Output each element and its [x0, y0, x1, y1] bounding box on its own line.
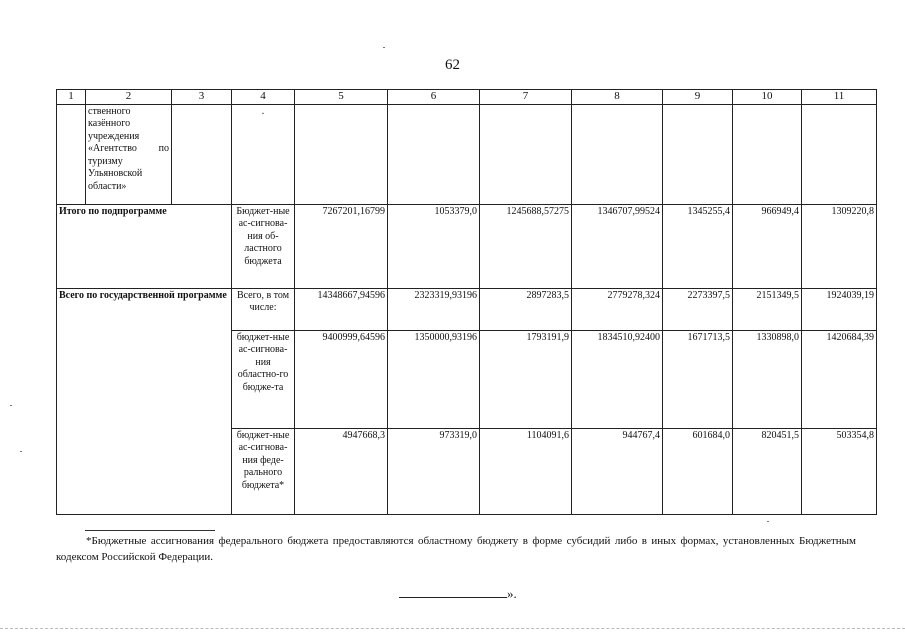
column-number: 10 — [733, 90, 802, 105]
table-cell — [802, 104, 877, 204]
column-number: 6 — [388, 90, 480, 105]
amount-cell: 1309220,8 — [802, 204, 877, 288]
column-number: 8 — [572, 90, 663, 105]
column-number: 9 — [663, 90, 733, 105]
continued-agency-row — [57, 104, 877, 204]
amount-cell: 1330898,0 — [733, 330, 802, 428]
program-total-label: Всего по государственной программе — [57, 288, 232, 514]
column-number-row — [57, 90, 877, 105]
footnote-separator — [85, 530, 215, 531]
amount-cell: 1834510,92400 — [572, 330, 663, 428]
table-cell — [172, 104, 232, 204]
scan-speck — [10, 405, 12, 406]
amount-cell: 1053379,0 — [388, 204, 480, 288]
funding-source: бюджет-ные ас-сигнова-ния областно-го бюдже-та — [232, 330, 295, 428]
subprogram-total-label: Итого по подпрограмме — [57, 204, 232, 288]
funding-source: Бюджет-ные ас-сигнова-ния об-ластного бюджета — [232, 204, 295, 288]
amount-cell: 2151349,5 — [733, 288, 802, 330]
amount-cell: 944767,4 — [572, 428, 663, 514]
col4-mark: . — [261, 105, 265, 117]
budget-table — [56, 89, 877, 515]
blank-underline — [399, 585, 507, 598]
amount-cell: 966949,4 — [733, 204, 802, 288]
amount-cell: 1420684,39 — [802, 330, 877, 428]
footnote-text: *Бюджетные ассигнования федерального бюджета предоставляются областному бюджету в форме субсидий либо в иных формах, установленных Бюджетным кодексом Российской Федерации. — [56, 535, 856, 563]
scan-speck — [20, 451, 22, 452]
program-total-row — [57, 288, 877, 330]
amount-cell: 1345255,4 — [663, 204, 733, 288]
amount-cell: 7267201,16799 — [295, 204, 388, 288]
column-number: 11 — [802, 90, 877, 105]
amount-cell: 1671713,5 — [663, 330, 733, 428]
amount-cell: 820451,5 — [733, 428, 802, 514]
amount-cell: 1793191,9 — [480, 330, 572, 428]
scan-edge-line — [0, 628, 905, 629]
subprogram-total-row — [57, 204, 877, 288]
amount-cell: 4947668,3 — [295, 428, 388, 514]
amount-cell: 1346707,99524 — [572, 204, 663, 288]
amount-cell: 1350000,93196 — [388, 330, 480, 428]
table-cell — [295, 104, 388, 204]
closing-line — [399, 585, 517, 602]
table-cell — [572, 104, 663, 204]
amount-cell: 14348667,94596 — [295, 288, 388, 330]
amount-cell: 1924039,19 — [802, 288, 877, 330]
column-number: 7 — [480, 90, 572, 105]
page-number: 62 — [445, 57, 460, 73]
agency-name-cell: ственного казённого учреждения «Агентство по туризму Ульяновской области» — [86, 104, 172, 204]
amount-cell: 2779278,324 — [572, 288, 663, 330]
table-cell — [57, 104, 86, 204]
table-cell — [733, 104, 802, 204]
column-number: 1 — [57, 90, 86, 105]
table-cell — [480, 104, 572, 204]
funding-source: Всего, в том числе: — [232, 288, 295, 330]
funding-source: бюджет-ные ас-сигнова-ния феде-рального бюджета* — [232, 428, 295, 514]
amount-cell: 973319,0 — [388, 428, 480, 514]
column-number: 4 — [232, 90, 295, 105]
table-cell — [388, 104, 480, 204]
amount-cell: 2273397,5 — [663, 288, 733, 330]
amount-cell: 9400999,64596 — [295, 330, 388, 428]
amount-cell: 2323319,93196 — [388, 288, 480, 330]
amount-cell: 1245688,57275 — [480, 204, 572, 288]
scan-speck — [767, 521, 769, 522]
amount-cell: 1104091,6 — [480, 428, 572, 514]
amount-cell: 601684,0 — [663, 428, 733, 514]
table-cell — [232, 104, 295, 204]
amount-cell: 2897283,5 — [480, 288, 572, 330]
column-number: 3 — [172, 90, 232, 105]
column-number: 2 — [86, 90, 172, 105]
closing-quote-mark: ». — [507, 586, 517, 601]
scan-speck — [383, 47, 385, 48]
column-number: 5 — [295, 90, 388, 105]
table-cell — [663, 104, 733, 204]
amount-cell: 503354,8 — [802, 428, 877, 514]
